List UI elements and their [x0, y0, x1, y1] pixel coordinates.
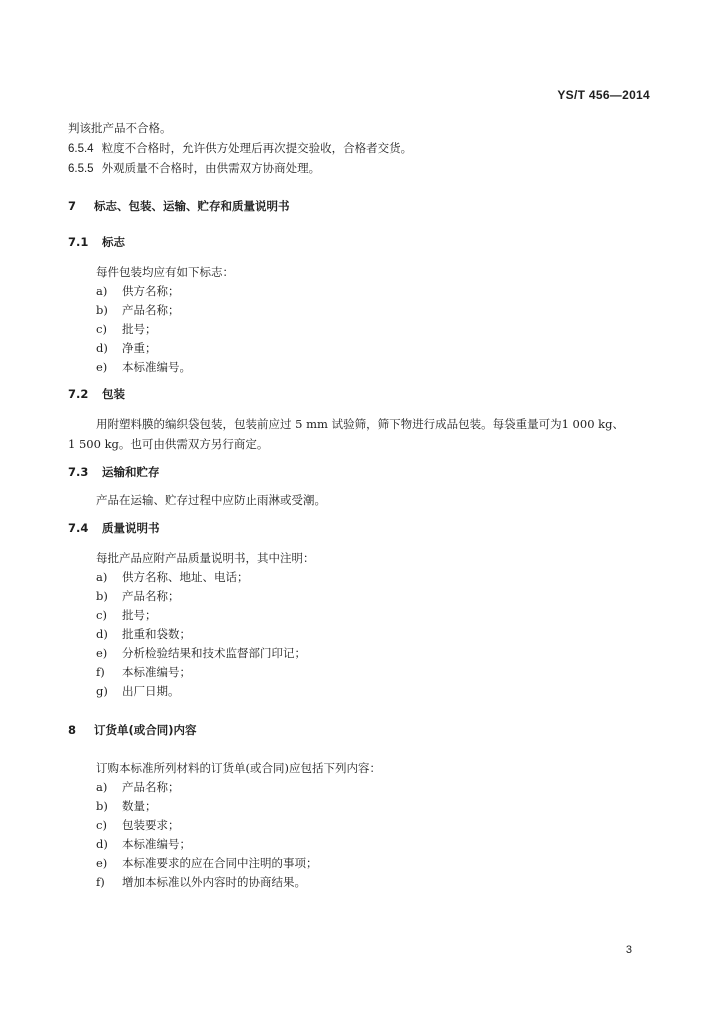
clause-6-5-5 — [68, 160, 320, 177]
section-7-3-heading — [68, 464, 160, 480]
list-item: b) 数量； — [96, 799, 157, 813]
clause-6-5-4 — [68, 140, 412, 157]
list-item: g) 出厂日期。 — [96, 684, 180, 698]
section-number: 7.3 — [68, 465, 89, 479]
list-item: d) 本标准编号； — [96, 837, 191, 851]
section-title: 质量说明书 — [102, 521, 160, 535]
section-7-heading — [68, 198, 290, 214]
section-8-intro: 订购本标准所列材料的订货单(或合同)应包括下列内容： — [96, 761, 381, 775]
section-7-4-heading — [68, 520, 160, 536]
list-item: e) 本标准编号。 — [96, 360, 191, 374]
list-item: a) 产品名称； — [96, 780, 180, 794]
list-item: e) 分析检验结果和技术监督部门印记； — [96, 646, 306, 660]
list-item: a) 供方名称； — [96, 284, 180, 298]
section-8-heading — [68, 722, 197, 738]
page-number: 3 — [625, 944, 632, 956]
section-number: 7 — [68, 199, 77, 213]
section-7-3-text: 产品在运输、贮存过程中应防止雨淋或受潮。 — [96, 493, 326, 507]
list-item: f) 本标准编号； — [96, 665, 191, 679]
list-item: e) 本标准要求的应在合同中注明的事项； — [96, 856, 318, 870]
clause-text: 粒度不合格时，允许供方处理后再次提交验收，合格者交货。 — [101, 141, 413, 155]
section-number: 7.4 — [68, 521, 89, 535]
section-7-4-intro: 每批产品应附产品质量说明书，其中注明： — [96, 551, 315, 565]
section-7-2-text-line-1: 用附塑料膜的编织袋包装，包装前应过 5 mm 试验筛，筛下物进行成品包装。每袋重量可为1 000 kg、 — [96, 417, 624, 431]
section-title: 标志 — [102, 235, 126, 249]
list-item: d) 批重和袋数； — [96, 627, 191, 641]
section-title: 订货单(或合同)内容 — [94, 723, 197, 737]
section-title: 运输和贮存 — [102, 465, 160, 479]
list-item: f) 增加本标准以外内容时的协商结果。 — [96, 875, 306, 889]
section-number: 8 — [68, 723, 77, 737]
standard-code: YS/T 456—2014 — [557, 88, 650, 102]
section-7-2-text-line-2: 1 500 kg。也可由供需双方另行商定。 — [68, 437, 269, 451]
clause-number: 6.5.5 — [68, 163, 94, 175]
list-item: c) 包装要求； — [96, 818, 180, 832]
list-item: a) 供方名称、地址、电话； — [96, 570, 249, 584]
section-7-2-heading — [68, 386, 125, 402]
section-number: 7.1 — [68, 235, 89, 249]
list-item: c) 批号； — [96, 608, 157, 622]
section-7-1-intro: 每件包装均应有如下标志： — [96, 265, 234, 279]
section-7-1-heading — [68, 234, 125, 250]
section-title: 包装 — [102, 387, 126, 401]
clause-6-5-3-continuation: 判该批产品不合格。 — [68, 121, 172, 135]
list-item: b) 产品名称； — [96, 303, 180, 317]
section-number: 7.2 — [68, 387, 89, 401]
clause-text: 外观质量不合格时，由供需双方协商处理。 — [101, 161, 321, 175]
list-item: d) 净重； — [96, 341, 157, 355]
clause-number: 6.5.4 — [68, 143, 94, 155]
list-item: b) 产品名称； — [96, 589, 180, 603]
list-item: c) 批号； — [96, 322, 157, 336]
section-title: 标志、包装、运输、贮存和质量说明书 — [94, 199, 290, 213]
